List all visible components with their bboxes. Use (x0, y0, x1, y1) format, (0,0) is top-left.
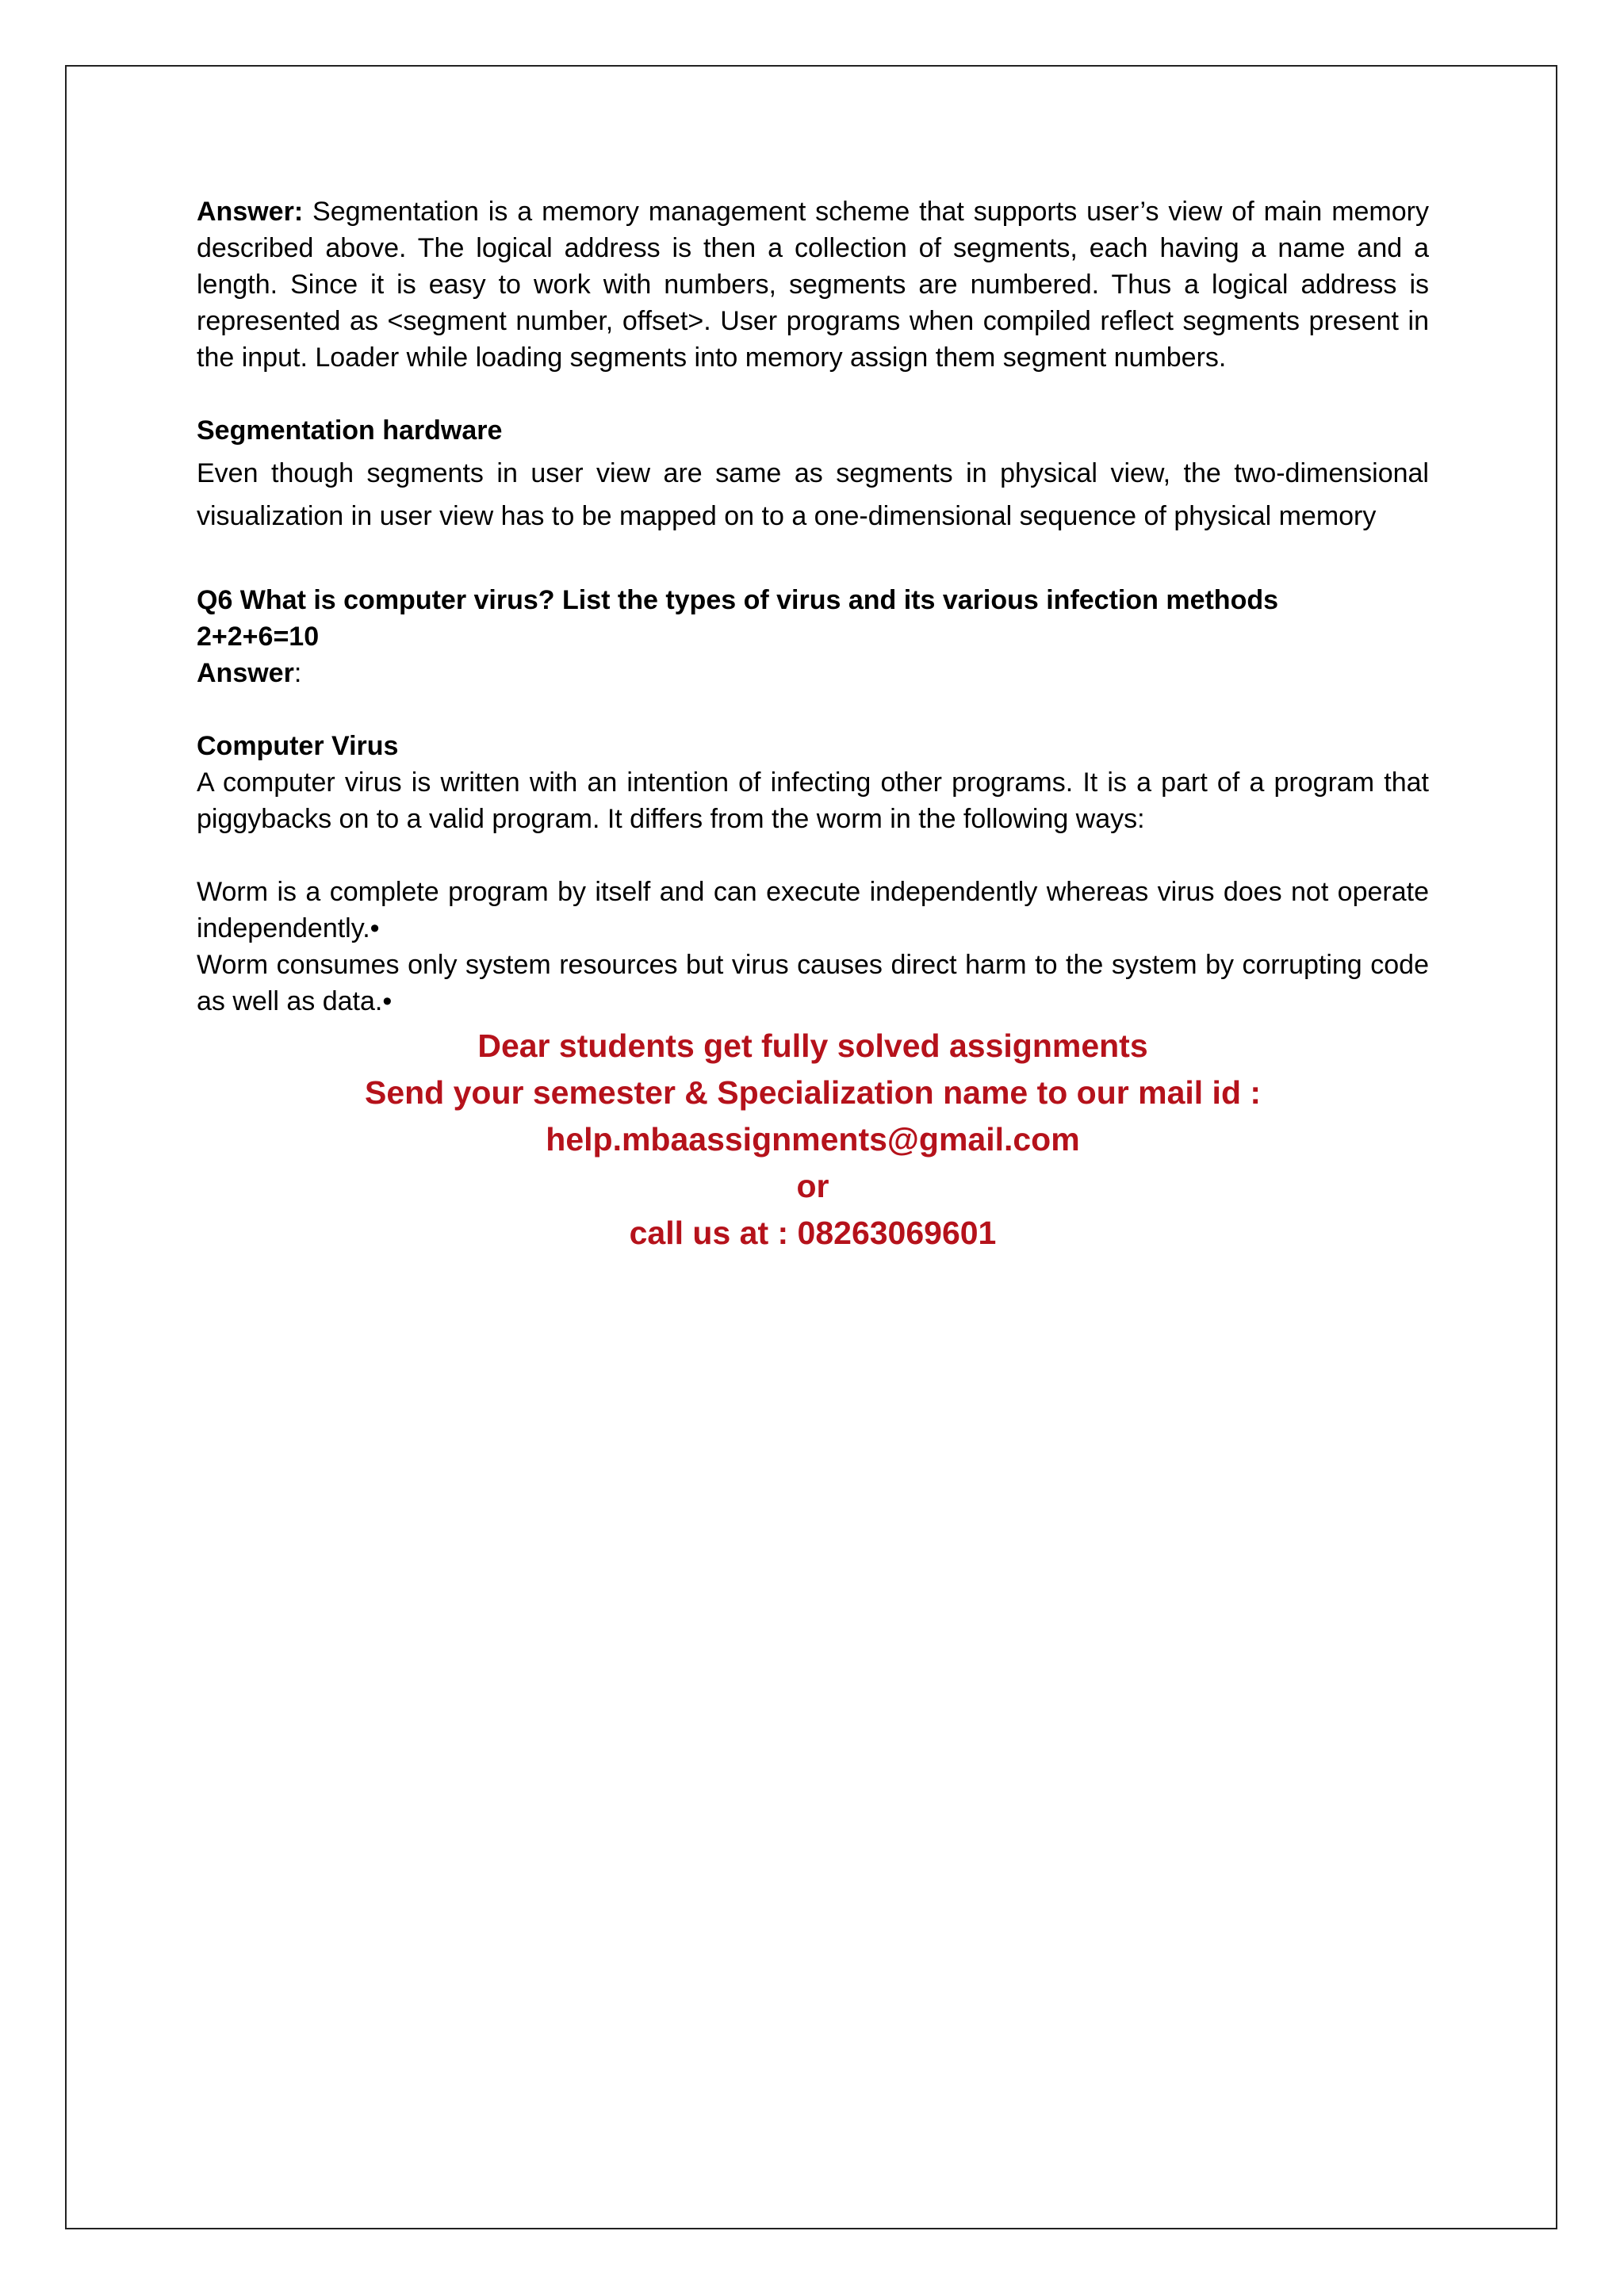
answer-paragraph (197, 193, 1429, 376)
virus-heading: Computer Virus (197, 731, 399, 761)
question-marks: 2+2+6=10 (197, 622, 320, 652)
question-answer-colon: : (293, 658, 302, 688)
question-answer-label: Answer (197, 658, 294, 688)
answer-label: Answer: (197, 197, 304, 227)
promo-phone: call us at : 08263069601 (629, 1215, 997, 1251)
question-answer-line (197, 655, 1429, 691)
virus-point-2: Worm consumes only system resources but virus causes direct harm to the system by corrupting code as well as data.• (197, 950, 1429, 1016)
virus-point-1: Worm is a complete program by itself and can execute independently whereas virus does not operate independently.• (197, 877, 1429, 943)
promo-email: help.mbaassignments@gmail.com (546, 1121, 1080, 1158)
promo-line-2: Send your semester & Specialization name to our mail id : (364, 1074, 1262, 1111)
promo-line-1: Dear students get fully solved assignments (477, 1027, 1148, 1064)
hardware-paragraph: Even though segments in user view are same as segments in physical view, the two-dimensional visualization in user view has to be mapped on to a one-dimensional sequence of physical memory (197, 458, 1429, 531)
document-body (197, 193, 1429, 1257)
promo-block (197, 1023, 1429, 1257)
virus-paragraph: A computer virus is written with an intention of infecting other programs. It is a part of a program that piggybacks on to a valid program. It differs from the worm in the following ways: (197, 767, 1429, 834)
question-text: Q6 What is computer virus? List the types of virus and its various infection methods (197, 585, 1279, 615)
hardware-heading: Segmentation hardware (197, 415, 503, 446)
answer-text: Segmentation is a memory management scheme that supports user’s view of main memory described above. The logical address is then a collection of segments, each having a name and a length. Since it is easy to work with numbers, segments are numbered. Thus a logical address is represented as <segment number, offset>. User programs when compiled reflect segments present in the input. Loader while loading segments into memory assign them segment numbers. (197, 197, 1429, 373)
promo-or: or (796, 1168, 829, 1204)
